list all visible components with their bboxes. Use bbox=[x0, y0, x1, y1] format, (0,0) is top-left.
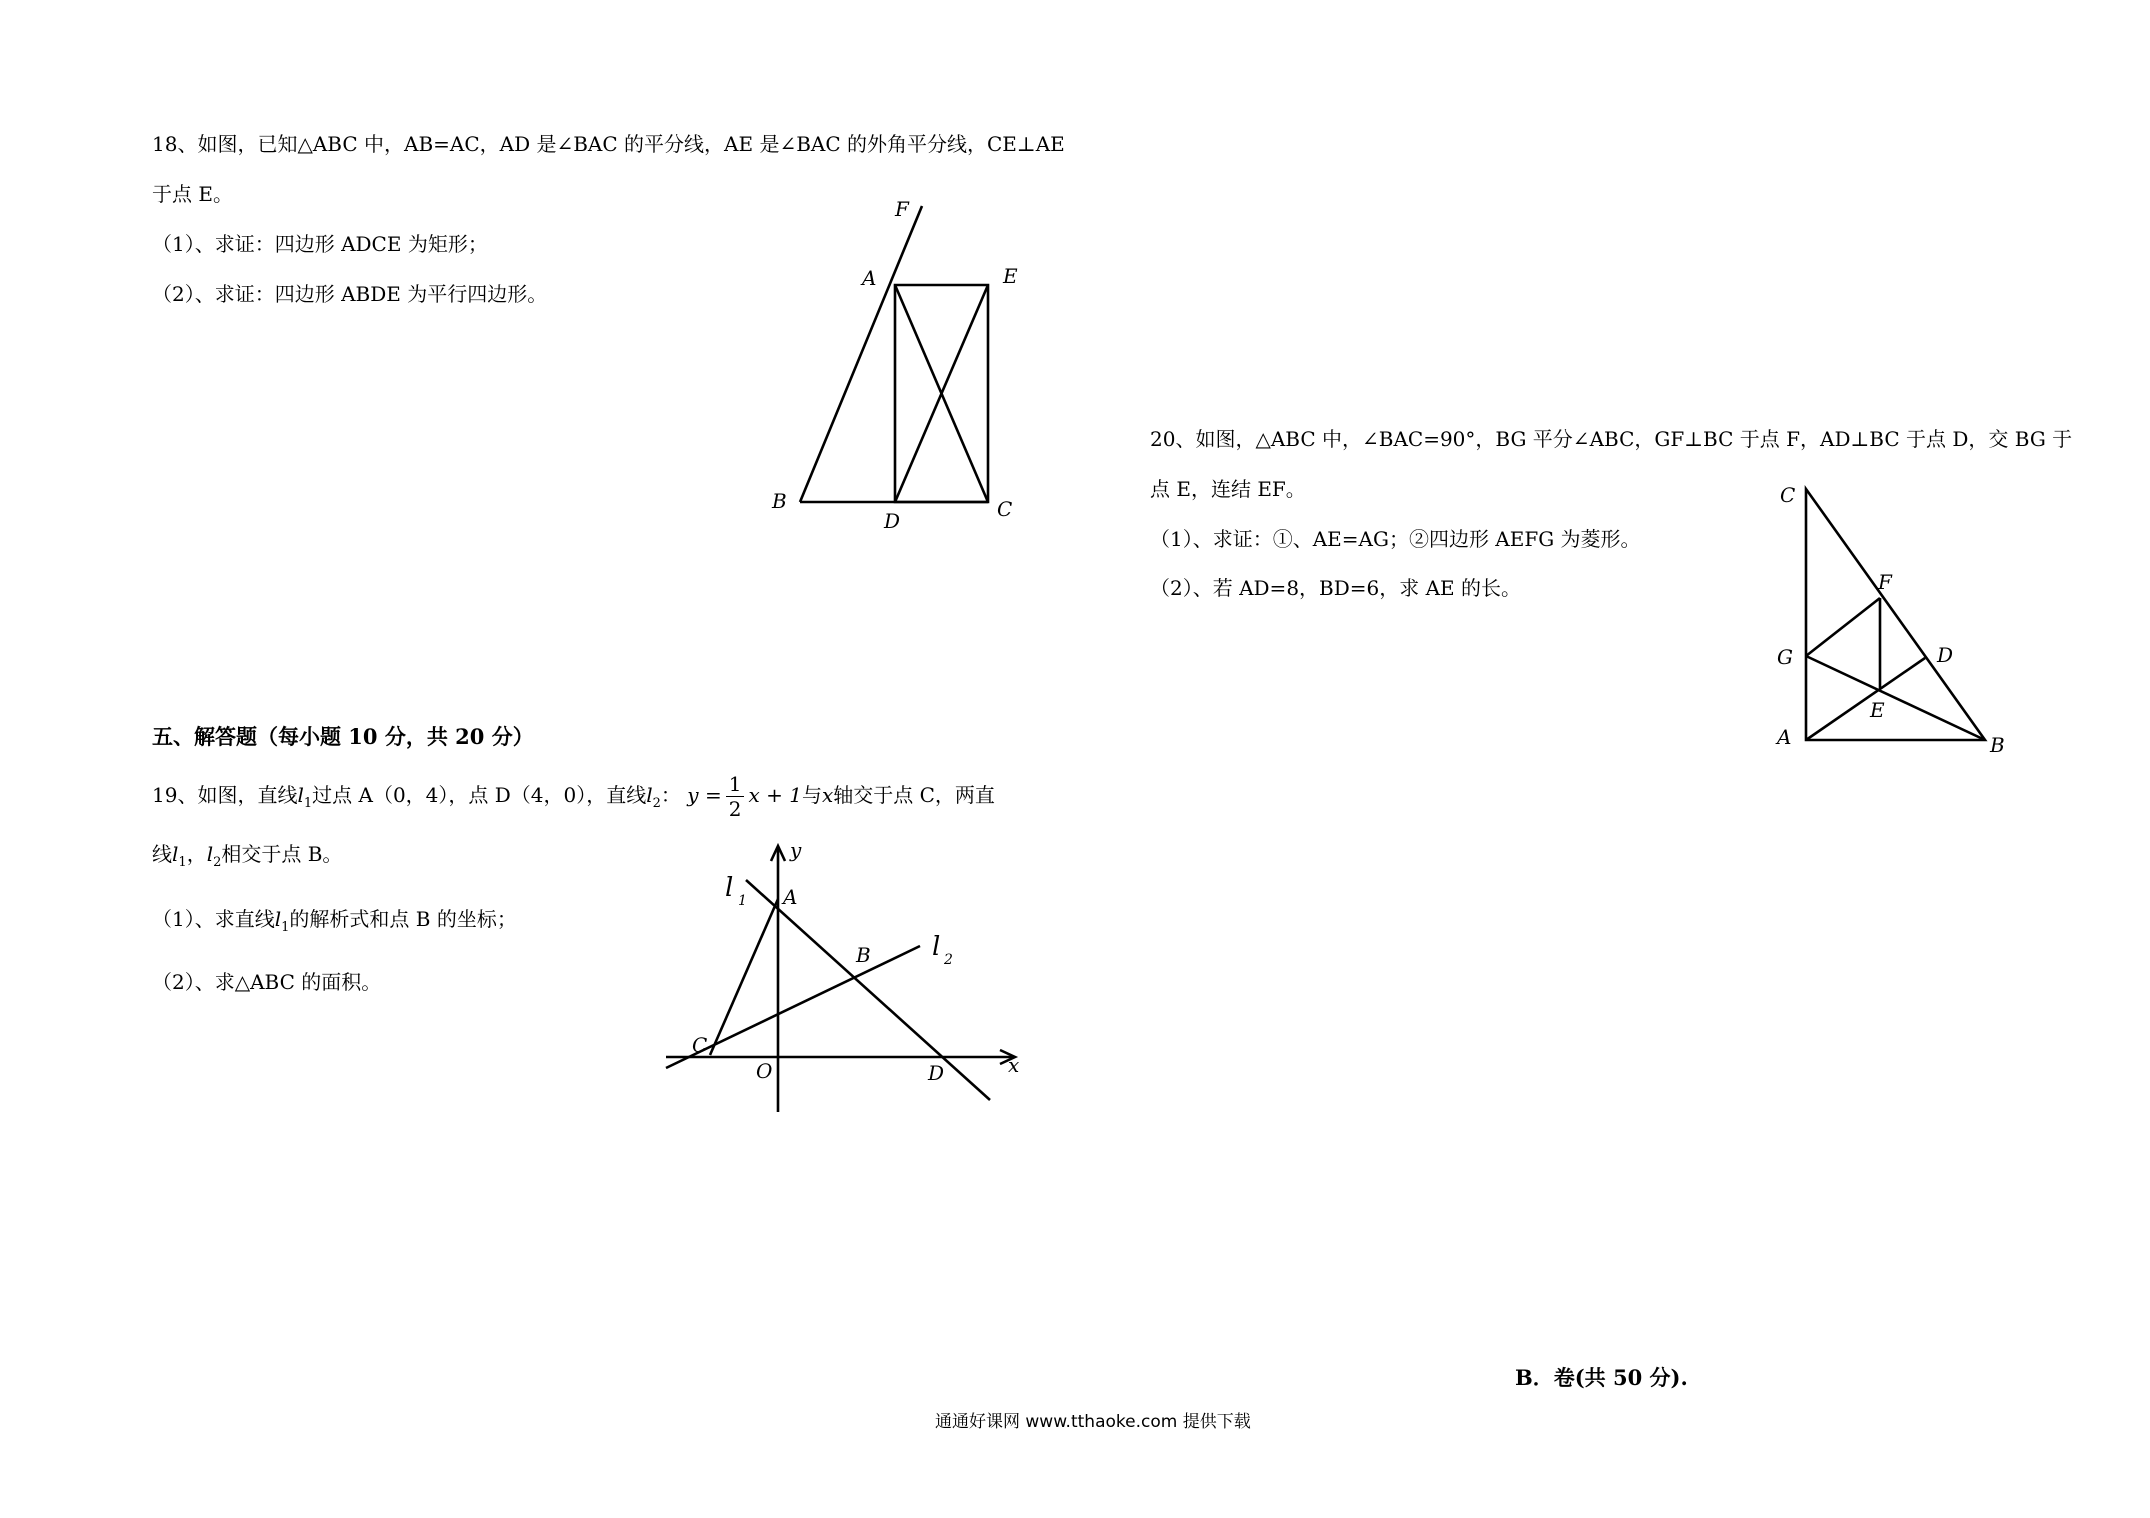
q19-label-l2-sub: 2 bbox=[944, 952, 953, 968]
q19-prefix: 19、如图，直线 bbox=[152, 783, 298, 807]
q19-line2-l2-sub: 2 bbox=[213, 855, 222, 870]
q19-mid2: 与 bbox=[801, 783, 822, 807]
q18-label-c: C bbox=[997, 497, 1013, 521]
q20-label-c: C bbox=[1780, 483, 1796, 507]
q19-part1-prefix: （1）、求直线 bbox=[152, 907, 275, 931]
q19-line2-l1-var: l bbox=[172, 842, 179, 866]
q20-label-e: E bbox=[1870, 698, 1885, 722]
q20-label-b: B bbox=[1990, 733, 2005, 757]
q20-line-gf bbox=[1806, 598, 1880, 656]
q20-triangle-abc bbox=[1806, 489, 1985, 740]
footer-source: 通通好课网 www.tthaoke.com 提供下载 bbox=[935, 1412, 1251, 1432]
q20-part2: （2）、若 AD=8，BD=6，求 AE 的长。 bbox=[1150, 576, 1522, 600]
section-b-heading: B．卷(共 50 分). bbox=[1515, 1365, 1688, 1390]
q19-label-l1-sub: 1 bbox=[738, 893, 747, 909]
q19-line2-prefix: 线 bbox=[152, 842, 172, 866]
q20-part1: （1）、求证：①、AE=AG；②四边形 AEFG 为菱形。 bbox=[1150, 527, 1641, 551]
q18-label-e: E bbox=[1003, 264, 1018, 288]
q19-colon: ： bbox=[660, 783, 681, 807]
q19-label-y: y bbox=[790, 838, 802, 862]
q20-line-ad bbox=[1806, 658, 1925, 740]
q18-line2: 于点 E。 bbox=[152, 182, 233, 206]
q19-label-l2: l bbox=[932, 932, 941, 962]
q20-label-f: F bbox=[1878, 570, 1892, 594]
q19-l2-var: l bbox=[646, 783, 653, 807]
q19-l1-var: l bbox=[297, 783, 304, 807]
q19-label-d: D bbox=[928, 1061, 945, 1085]
q18-part2: （2）、求证：四边形 ABDE 为平行四边形。 bbox=[152, 282, 548, 306]
q19-label-l1: l bbox=[725, 873, 734, 903]
q20-label-g: G bbox=[1777, 645, 1793, 669]
q20-label-d: D bbox=[1937, 643, 1954, 667]
q19-line2-l2-var: l bbox=[206, 842, 214, 866]
q19-part1-l1-var: l bbox=[274, 907, 282, 931]
q19-l2-sub: 2 bbox=[652, 796, 661, 811]
q19-eq-rhs: x + 1 bbox=[748, 783, 802, 807]
q19-l1-sub: 1 bbox=[303, 796, 313, 811]
q20-line-gb bbox=[1806, 656, 1985, 740]
q19-part1-l1-sub: 1 bbox=[281, 920, 290, 935]
q19-part2: （2）、求△ABC 的面积。 bbox=[152, 970, 382, 994]
q19-mid3: 轴交于点 C，两直 bbox=[833, 783, 995, 807]
q19-frac-num: 1 bbox=[726, 772, 745, 797]
q19-label-b: B bbox=[856, 943, 871, 967]
q19-label-c: C bbox=[692, 1033, 708, 1057]
q18-label-a: A bbox=[862, 266, 877, 290]
q19-line2-comma: ， bbox=[186, 842, 207, 866]
q19-frac-den: 2 bbox=[728, 797, 742, 821]
section-5-heading: 五、解答题（每小题 10 分，共 20 分） bbox=[152, 724, 534, 749]
q20-line1: 20、如图，△ABC 中，∠BAC=90°，BG 平分∠ABC，GF⊥BC 于点 F，AD⊥BC 于点 D，交 BG 于 bbox=[1150, 427, 2073, 451]
q19-mid1: 过点 A（0，4），点 D（4，0），直线 bbox=[312, 783, 647, 807]
q19-part1-suffix: 的解析式和点 B 的坐标； bbox=[289, 907, 517, 931]
q18-label-f: F bbox=[895, 197, 909, 221]
q18-label-b: B bbox=[772, 489, 787, 513]
q19-label-x: x bbox=[1008, 1053, 1020, 1077]
q19-label-a: A bbox=[783, 885, 798, 909]
q18-part1: （1）、求证：四边形 ADCE 为矩形； bbox=[152, 232, 488, 256]
q20-label-a: A bbox=[1777, 725, 1792, 749]
q19-eq-eq: = bbox=[704, 783, 722, 807]
q20-line2: 点 E，连结 EF。 bbox=[1150, 477, 1306, 501]
q19-line2-suffix: 相交于点 B。 bbox=[221, 842, 343, 866]
q18-line1: 18、如图，已知△ABC 中，AB=AC，AD 是∠BAC 的平分线，AE 是∠BAC 的外角平分线，CE⊥AE bbox=[152, 132, 1065, 156]
q18-label-d: D bbox=[884, 509, 901, 533]
q19-line2-l1-sub: 1 bbox=[178, 855, 187, 870]
q19-eq-lhs: y bbox=[687, 783, 699, 807]
q19-x-var: x bbox=[821, 783, 834, 807]
q19-label-o: O bbox=[756, 1059, 773, 1083]
